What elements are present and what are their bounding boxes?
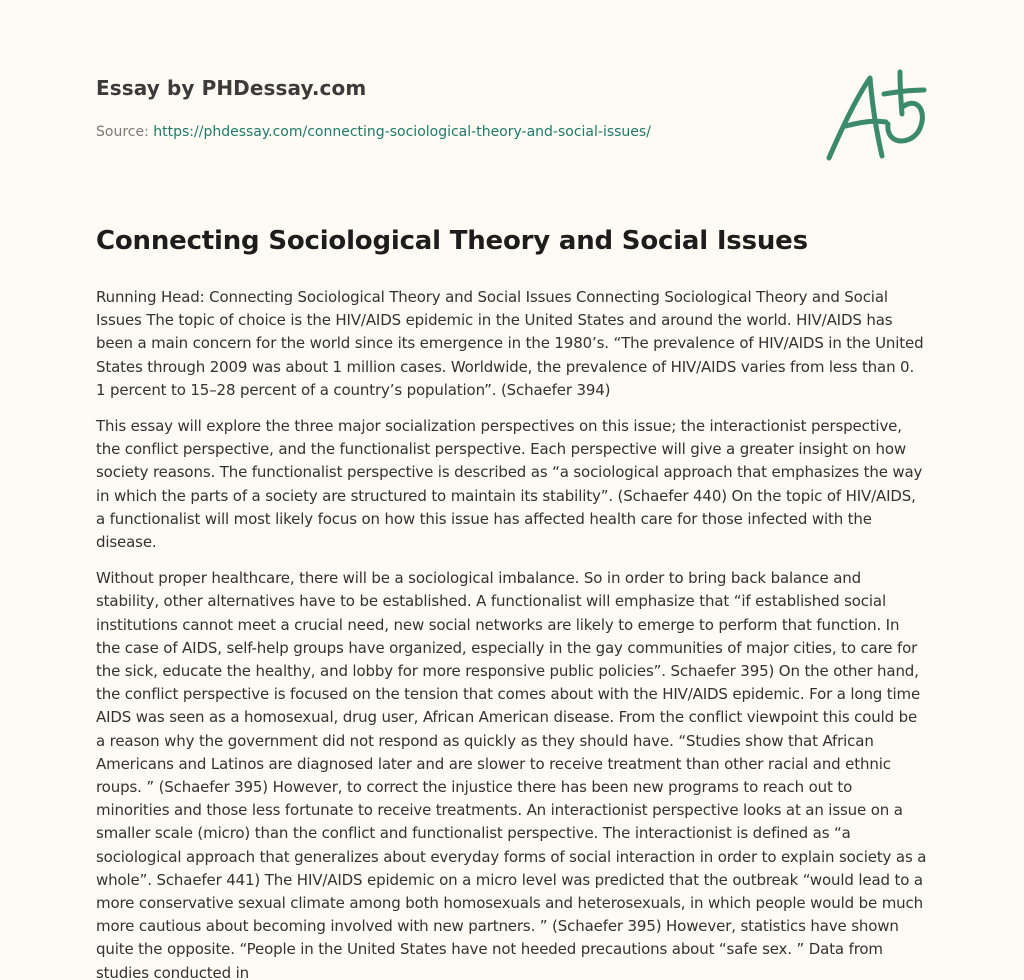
plus-horizontal-stroke	[884, 90, 924, 94]
a-crossbar-stroke	[846, 121, 886, 126]
source-label: Source:	[96, 124, 154, 140]
essay-paragraph: Without proper healthcare, there will be a sociological imbalance. So in order to bring back balance and stability, other alternatives have to be established. A functionalist will emphasize that “if established social institutions cannot meet a crucial need, new social networks are likely to emerge to perform that function. In the case of AIDS, self-help groups have organized, especially in the gay communities of major cities, to care for the sick, educate the healthy, and lobby for more responsive public policies”. Schaefer 395) On the other hand, the conflict perspective is focused on the tension that comes about with the HIV/AIDS epidemic. For a long time AIDS was seen as a homosexual, drug user, African American disease. From the conflict viewpoint this could be a reason why the government did not respond as quickly as they should have. “Studies show that African Americans and Latinos are diagnosed later and are slower to receive treatment than other racial and ethnic roups. ” (Schaefer 395) However, to correct the injustice there has been new programs to reach out to minorities and those less fortunate to receive treatments. An interactionist perspective looks at an issue on a smaller scale (micro) than the conflict and functionalist perspective. The interactionist is defined as “a sociological approach that generalizes about everyday forms of social interaction in order to explain society as a whole”. Schaefer 441) The HIV/AIDS epidemic on a micro level was predicted that the outbreak “would lead to a more conservative sexual climate among both homosexuals and heterosexuals, in which people would be much more cautious about becoming involved with new partners. ” (Schaefer 395) However, statistics have shown quite the opposite. “People in the United States have not heeded precautions about “safe sex. ” Data from studies conducted in	[96, 569, 927, 980]
essay-paragraph: Running Head: Connecting Sociological Theory and Social Issues Connecting Sociological Theory and Social Issues The topic of choice is the HIV/AIDS epidemic in the United States and around the world. HIV/AIDS has been a main concern for the world since its emergence in the 1980’s. “The prevalence of HIV/AIDS in the United States through 2009 was about 1 million cases. Worldwide, the prevalence of HIV/AIDS varies from less than 0. 1 percent to 15–28 percent of a country’s population”. (Schaefer 394)	[96, 288, 924, 399]
plus-loop-stroke	[888, 103, 923, 141]
a-letter-stroke	[829, 78, 882, 158]
source-line	[96, 124, 651, 140]
a-plus-grade-icon	[820, 66, 930, 166]
essay-paragraph: This essay will explore the three major socialization perspectives on this issue; the interactionist perspective, the conflict perspective, and the functionalist perspective. Each perspective will give a greater insight on how society reasons. The functionalist perspective is described as “a sociological approach that emphasizes the way in which the parts of a society are structured to maintain its stability”. (Schaefer 440) On the topic of HIV/AIDS, a functionalist will most likely focus on how this issue has affected health care for those infected with the disease.	[96, 417, 923, 552]
site-brand: Essay by PHDessay.com	[96, 76, 367, 100]
page-title: Connecting Sociological Theory and Social Issues	[96, 226, 808, 256]
source-link[interactable]: https://phdessay.com/connecting-sociological-theory-and-social-issues/	[153, 124, 651, 140]
essay-body	[96, 286, 928, 980]
